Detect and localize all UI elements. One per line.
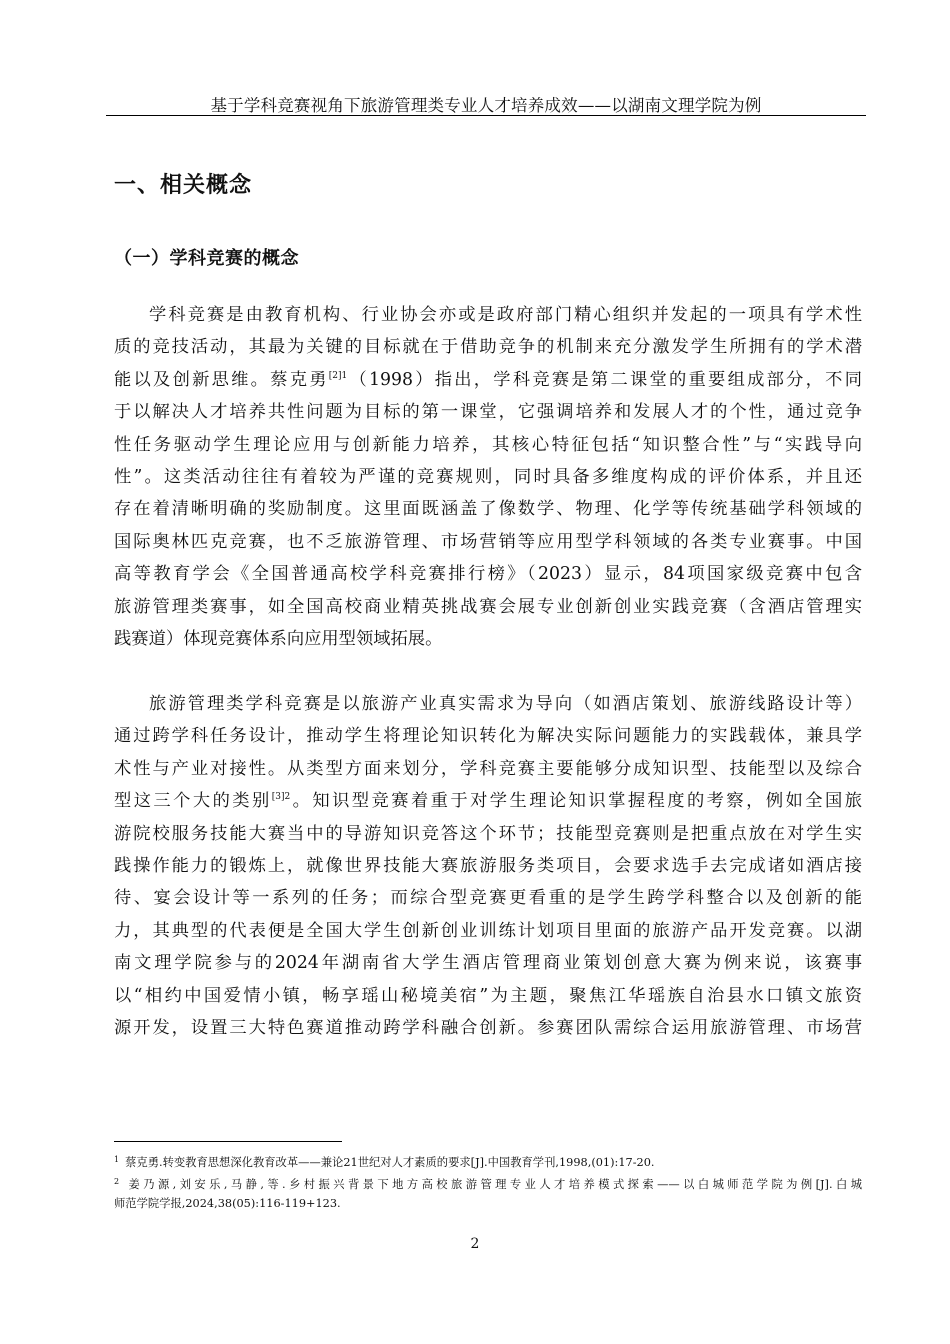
paragraph-line: 高等教育学会《全国普通高校学科竞赛排行榜》（2023）显示，84项国家级竞赛中包含: [114, 564, 862, 585]
header-rule: [106, 115, 866, 116]
paragraph-line: 旅游管理类学科竞赛是以旅游产业真实需求为导向（如酒店策划、旅游线路设计等）: [149, 694, 862, 714]
subsection-heading: （一）学科竞赛的概念: [114, 248, 299, 269]
paragraph-line: 通过跨学科任务设计，推动学生将理论知识转化为解决实际问题能力的实践载体，兼具学: [114, 726, 862, 747]
paragraph-line: 以“相约中国爱情小镇，畅享瑶山秘境美宿”为主题，聚焦江华瑶族自治县水口镇文旅资: [114, 985, 862, 1006]
paragraph-1: [114, 299, 862, 655]
paragraph-line: 南文理学院参与的2024年湖南省大学生酒店管理商业策划创意大赛为例来说，该赛事: [114, 953, 862, 974]
footnote-2: [114, 1172, 862, 1194]
paragraph-line: 源开发，设置三大特色赛道推动跨学科融合创新。参赛团队需综合运用旅游管理、市场营: [114, 1017, 862, 1038]
running-header-title: 基于学科竞赛视角下旅游管理类专业人才培养成效——以湖南文理学院为例: [210, 96, 762, 115]
citation-number: [2]: [328, 370, 342, 381]
citation-ref: [329, 371, 347, 381]
paragraph-line-part: 。知识型竞赛着重于对学生理论知识掌握程度的考察，例如全国旅: [290, 791, 862, 812]
paragraph-line: 性任务驱动学生理论应用与创新能力培养，其核心特征包括“知识整合性”与“实践导向: [114, 434, 862, 455]
paragraph-line-part: 能以及创新思维。蔡克勇: [114, 369, 329, 390]
paragraph-line: 术性与产业对接性。从类型方面来划分，学科竞赛主要能够分成知识型、技能型以及综合: [114, 758, 862, 779]
paragraph-line: 国际奥林匹克竞赛，也不乏旅游管理、市场营销等应用型学科领域的各类专业赛事。中国: [114, 531, 862, 552]
citation-number: [3]: [271, 792, 285, 803]
paragraph-line: 待、宴会设计等一系列的任务；而综合型竞赛更看重的是学生跨学科整合以及创新的能: [114, 888, 862, 909]
paragraph-line: 力，其典型的代表便是全国大学生创新创业训练计划项目里面的旅游产品开发竞赛。以湖: [114, 920, 862, 941]
section-heading: 一、相关概念: [114, 173, 253, 198]
footnote-separator: [114, 1141, 342, 1142]
footnotes: [114, 1150, 862, 1214]
paragraph-line: 性”。这类活动往往有着较为严谨的竞赛规则，同时具备多维度构成的评价体系，并且还: [114, 466, 862, 487]
paragraph-line: 游院校服务技能大赛当中的导游知识竞答这个环节；技能型竞赛则是把重点放在对学生实: [114, 823, 862, 844]
footnote-1: [114, 1150, 862, 1172]
paragraph-line: [114, 785, 862, 817]
footnote-2-continued: 师范学院学报,2024,38(05):116-119+123.: [114, 1197, 341, 1211]
paragraph-line-part: 型这三个大的类别: [114, 791, 272, 812]
footnote-text: 姜乃源,刘安乐,马静,等.乡村振兴背景下地方高校旅游管理专业人才培养模式探索——以白城师范学院为例[J].白城: [125, 1178, 862, 1192]
footnote-ref: 1: [341, 370, 348, 381]
footnote-ref: 2: [284, 792, 291, 803]
paragraph-line: 旅游管理类赛事，如全国高校商业精英挑战赛会展专业创新创业实践竞赛（含酒店管理实: [114, 596, 862, 617]
paragraph-2: [114, 688, 862, 1044]
footnote-text: 蔡克勇.转变教育思想深化教育改革——兼论21世纪对人才素质的要求[J].中国教育学刊,1998,(01):17-20.: [125, 1156, 655, 1169]
paragraph-line-part: （1998）指出，学科竞赛是第二课堂的重要组成部分，不同: [347, 369, 862, 390]
paragraph-line: 于以解决人才培养共性问题为目标的第一课堂，它强调培养和发展人才的个性，通过竞争: [114, 402, 862, 423]
paragraph-line: [114, 364, 862, 396]
footnote-mark: 1: [114, 1155, 120, 1164]
citation-ref: [272, 792, 290, 802]
paragraph-line: 践赛道）体现竞赛体系向应用型领域拓展。: [114, 628, 443, 649]
paragraph-line: 质的竞技活动，其最为关键的目标就在于借助竞争的机制来充分激发学生所拥有的学术潜: [114, 337, 862, 358]
paragraph-line: 学科竞赛是由教育机构、行业协会亦或是政府部门精心组织并发起的一项具有学术性: [149, 305, 862, 325]
paragraph-line: 践操作能力的锻炼上，就像世界技能大赛旅游服务类项目，会要求选手去完成诸如酒店接: [114, 855, 862, 876]
paragraph-line: 存在着清晰明确的奖励制度。这里面既涵盖了像数学、物理、化学等传统基础学科领域的: [114, 499, 862, 520]
page-number: 2: [470, 1236, 480, 1252]
footnote-mark: 2: [114, 1177, 120, 1187]
